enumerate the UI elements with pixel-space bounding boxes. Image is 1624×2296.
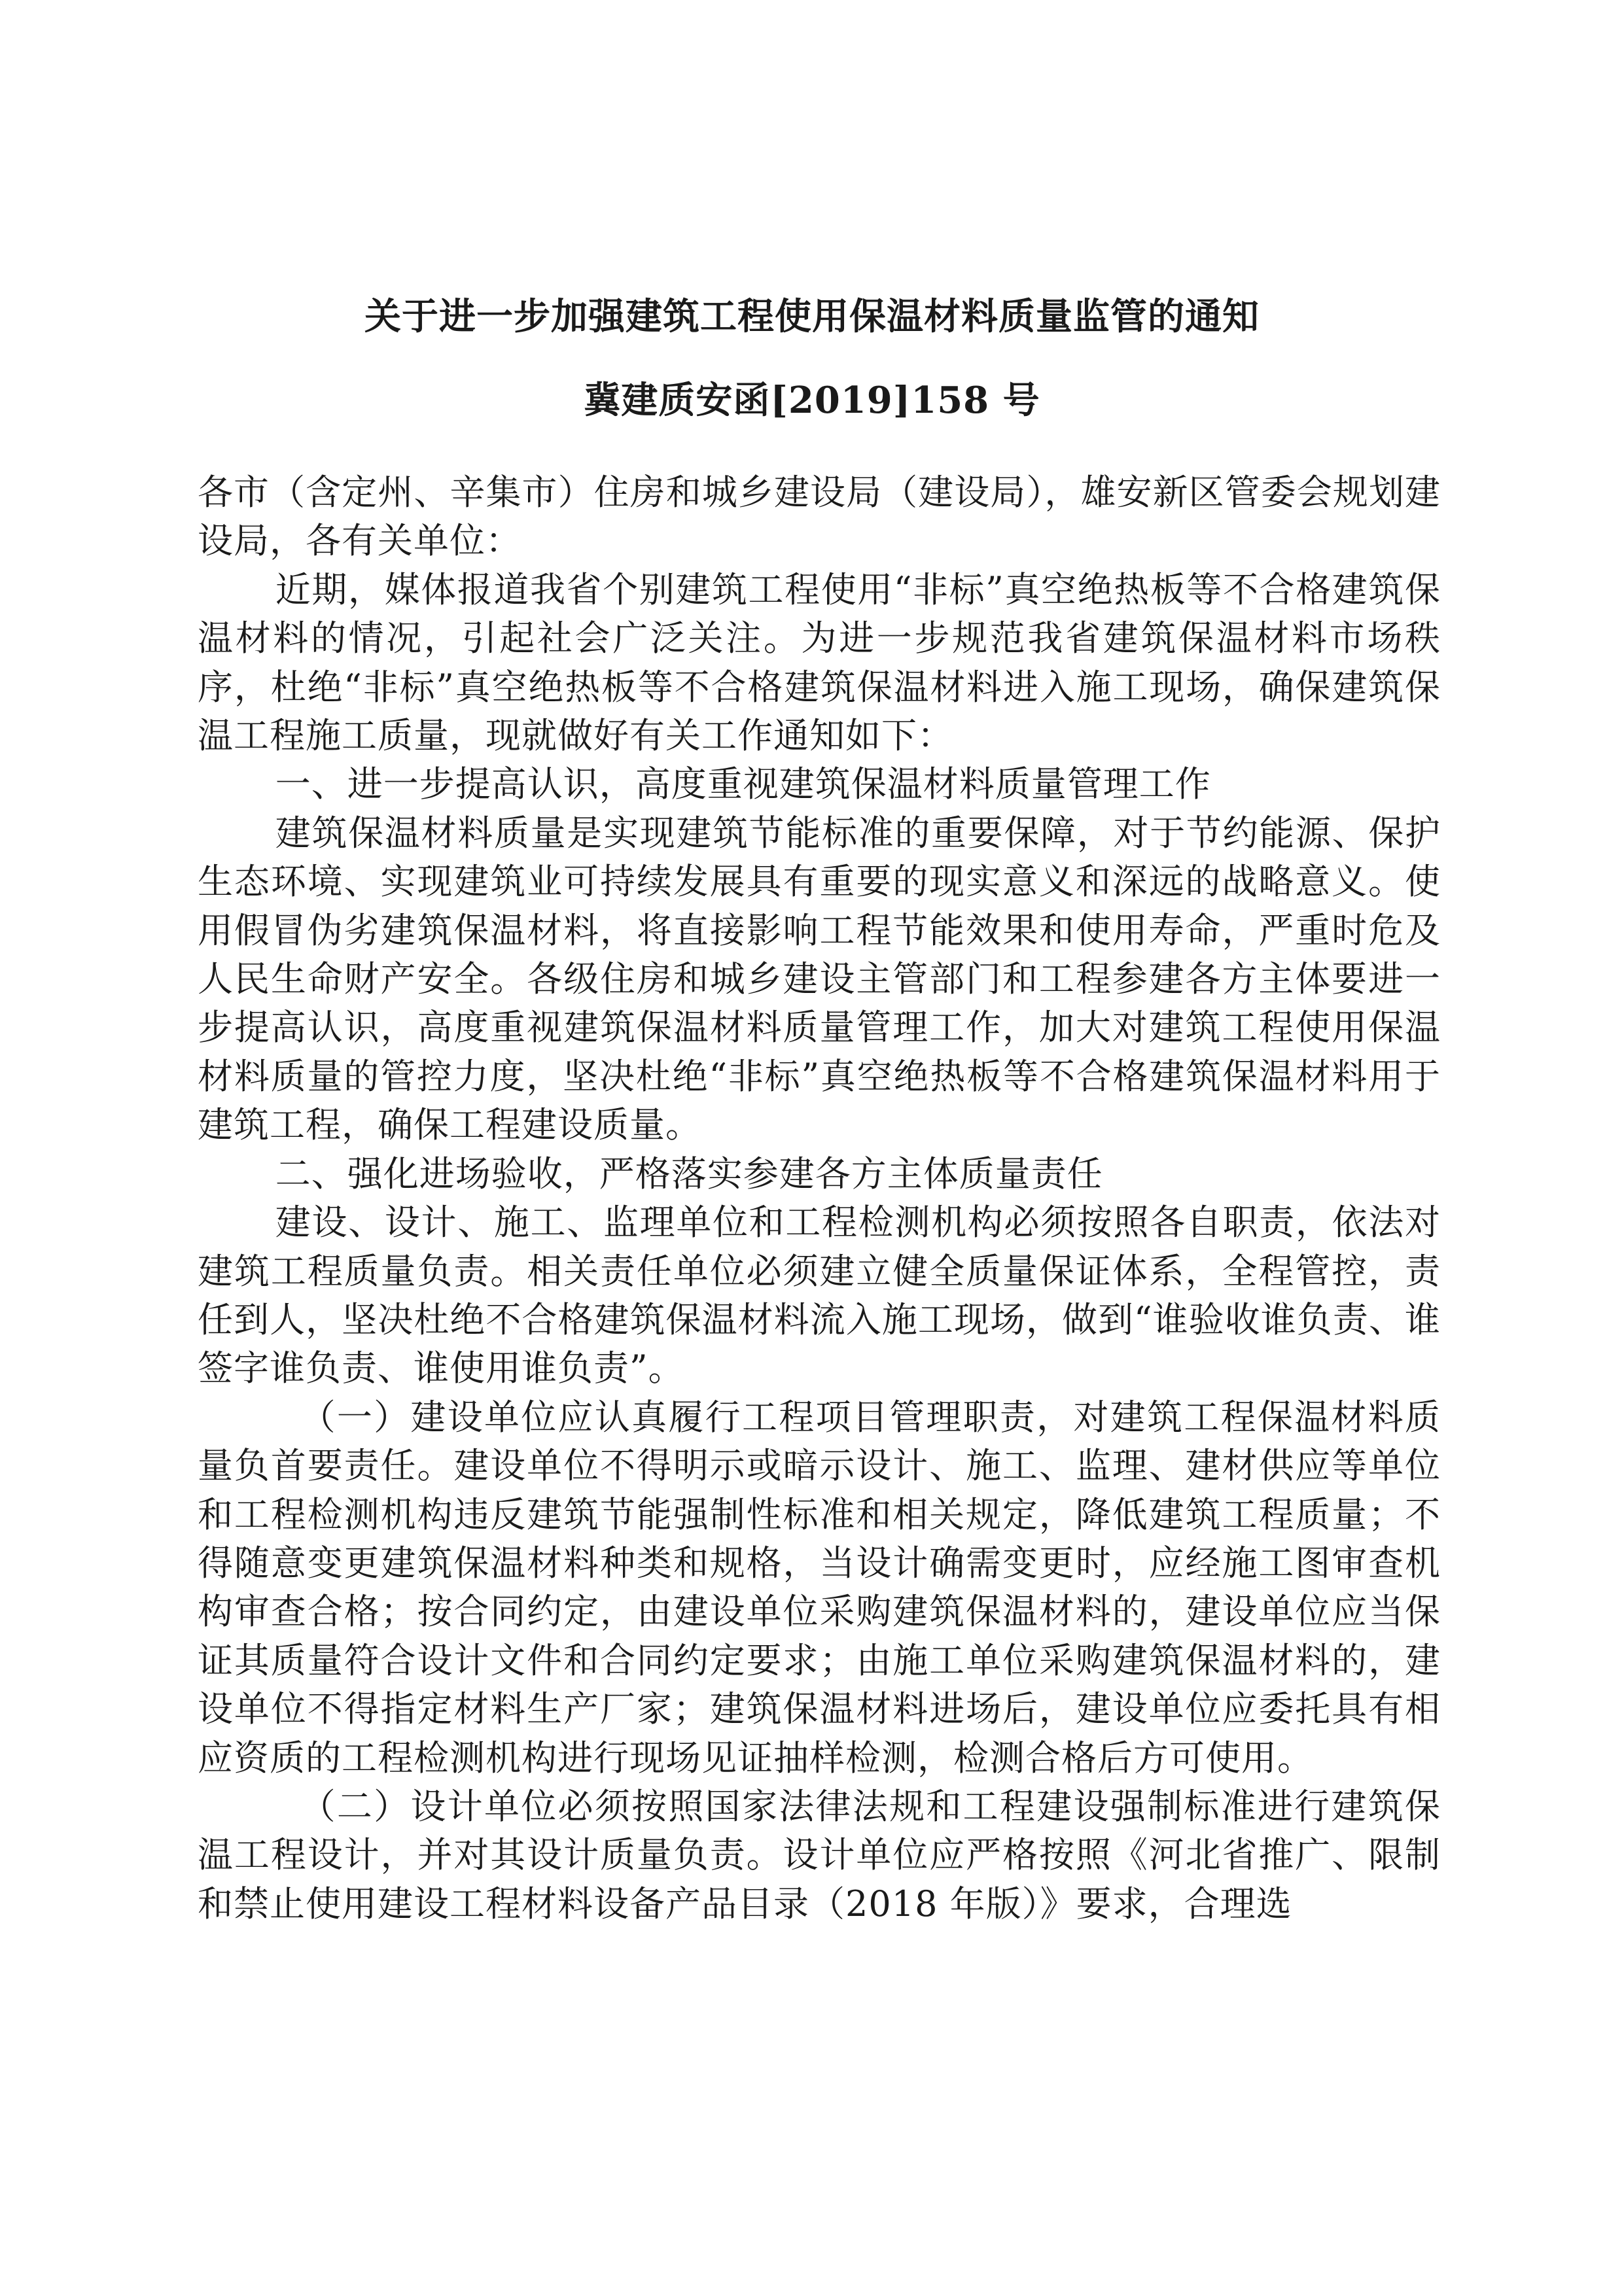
section-heading-1: 一、进一步提高认识，高度重视建筑保温材料质量管理工作 [275, 763, 1211, 805]
paragraph-intro: 近期，媒体报道我省个别建筑工程使用“非标”真空绝热板等不合格建筑保温材料的情况，引起社会广泛关注。为进一步规范我省建筑保温材料市场秩序，杜绝“非标”真空绝热板等不合格建筑保温材料进入施工现场，确保建筑保温工程施工质量，现就做好有关工作通知如下： [198, 568, 1441, 757]
document-number: 冀建质安函[2019]158 号 [584, 379, 1040, 422]
paragraph-item-2: （二）设计单位必须按照国家法律法规和工程建设强制标准进行建筑保温工程设计，并对其设计质量负责。设计单位应严格按照《河北省推广、限制和禁止使用建设工程材料设备产品目录（2018 年版）》要求，合理选 [198, 1785, 1441, 1924]
paragraph-item-1: （一）建设单位应认真履行工程项目管理职责，对建筑工程保温材料质量负首要责任。建设单位不得明示或暗示设计、施工、监理、建材供应等单位和工程检测机构违反建筑节能强制性标准和相关规定，降低建筑工程质量；不得随意变更建筑保温材料种类和规格，当设计确需变更时，应经施工图审查机构审查合格；按合同约定，由建设单位采购建筑保温材料的，建设单位应当保证其质量符合设计文件和合同约定要求；由施工单位采购建筑保温材料的，建设单位不得指定材料生产厂家；建筑保温材料进场后，建设单位应委托具有相应资质的工程检测机构进行现场见证抽样检测，检测合格后方可使用。 [198, 1396, 1441, 1779]
section-heading-2: 二、强化进场验收，严格落实参建各方主体质量责任 [275, 1153, 1103, 1194]
paragraph-section-2: 建设、设计、施工、监理单位和工程检测机构必须按照各自职责，依法对建筑工程质量负责。相关责任单位必须建立健全质量保证体系，全程管控，责任到人，坚决杜绝不合格建筑保温材料流入施工现场，做到“谁验收谁负责、谁签字谁负责、谁使用谁负责”。 [198, 1202, 1441, 1389]
paragraph-section-1: 建筑保温材料质量是实现建筑节能标准的重要保障，对于节约能源、保护生态环境、实现建筑业可持续发展具有重要的现实意义和深远的战略意义。使用假冒伪劣建筑保温材料，将直接影响工程节能效果和使用寿命，严重时危及人民生命财产安全。各级住房和城乡建设主管部门和工程参建各方主体要进一步提高认识，高度重视建筑保温材料质量管理工作，加大对建筑工程使用保温材料质量的管控力度，坚决杜绝“非标”真空绝热板等不合格建筑保温材料用于建筑工程，确保工程建设质量。 [198, 812, 1441, 1146]
document-body [198, 468, 1441, 1928]
recipients-line: 各市（含定州、辛集市）住房和城乡建设局（建设局），雄安新区管委会规划建设局，各有关单位： [198, 472, 1441, 562]
document-title: 关于进一步加强建筑工程使用保温材料质量监管的通知 [364, 295, 1260, 338]
